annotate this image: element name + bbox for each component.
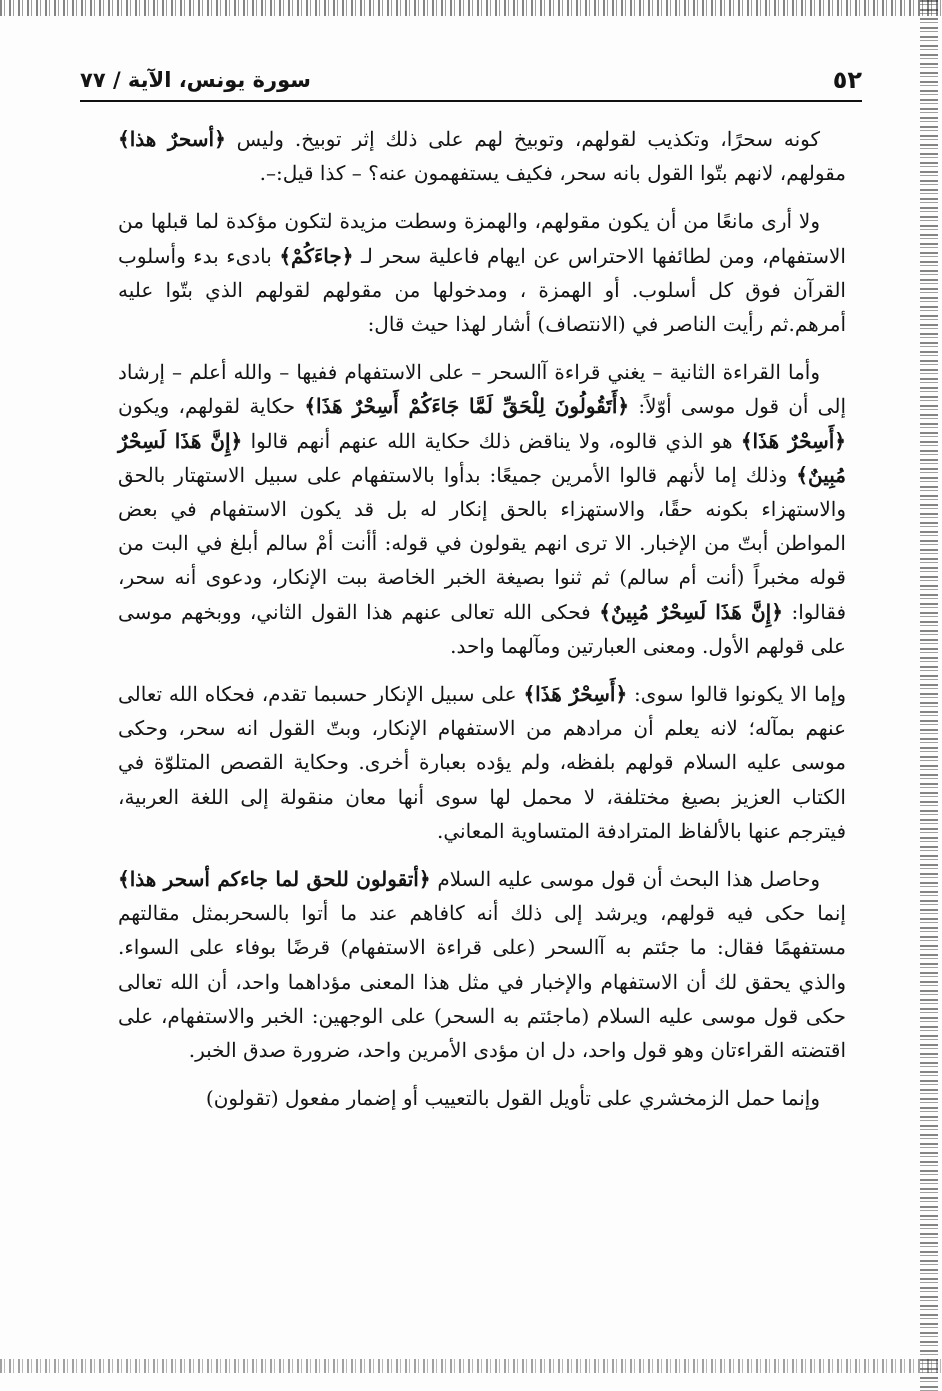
text-segment: وحاصل هذا البحث أن قول موسى عليه السلام bbox=[430, 867, 821, 892]
text-segment: وإما الا يكونوا قالوا سوى: bbox=[627, 682, 846, 707]
quran-quote: ﴿جاءَكُمْ﴾ bbox=[279, 243, 354, 268]
paragraph bbox=[118, 122, 846, 190]
text-segment: هو الذي قالوه، ولا يناقض ذلك حكاية الله عنهم أنهم قالوا bbox=[242, 428, 741, 453]
top-ornamental-border bbox=[0, 0, 942, 16]
quran-quote: ﴿أَسِحْرٌ هَذَا﴾ bbox=[740, 428, 847, 453]
text-segment: وأما القراءة الثانية – يغني قراءة آالسحر – على الاستفهام ففيها – والله أعلم – إرشاد إلى أن قول موسى أوّلاً: bbox=[118, 360, 847, 419]
right-ornamental-border bbox=[920, 0, 938, 1391]
text-segment: مقولهم، لانهم بتّوا القول بانه سحر، فكيف يستفهمون عنه؟ – كذا قيل:–. bbox=[259, 161, 846, 186]
text-segment: ولا أرى مانعًا من أن يكون مقولهم، والهمزة وسطت مزيدة لتكون مؤكدة لما قبلها من الاستفهام، ومن لطائفها الاحتراس عن ايهام فاعلية سحر لـ bbox=[118, 209, 846, 268]
body-text bbox=[118, 122, 846, 1129]
text-segment: حكاية لقولهم، ويكون bbox=[118, 394, 305, 419]
paragraph bbox=[118, 677, 846, 848]
quran-quote: ﴿أَتَقُولُونَ لِلْحَقِّ لَمَّا جَاءَكُمْ أَسِحْرٌ هَذَا﴾ bbox=[304, 394, 630, 419]
page-header bbox=[80, 60, 862, 102]
text-segment: وإنما حمل الزمخشري على تأويل القول بالتعييب أو إضمار مفعول (تقولون) bbox=[205, 1086, 820, 1111]
text-segment: وذلك إما لأنهم قالوا الأمرين جميعًا: بدأوا بالاستفهام على سبيل الاستهتار بالحق والاستهزاء بكونه حقًا، والاستهزاء بالحق إنكار له بل قد يكون الاستفهام في بعض المواطن أبتّ من الإخبار. الا ترى انهم يقولون في قوله: أأنت أمْ سالم أبلغ في البت من قوله مخبراً (أنت أم سالم) ثم ثنوا بصيغة الخبر الخاصة ببت الإنكار، ودعوى أنه سحر، فقالوا: bbox=[118, 462, 847, 624]
text-segment: إنما حكى فيه قولهم، ويرشد إلى ذلك أنه كافاهم عند ما أتوا بالسحربمثل مقالتهم مستفهمًا فقال: ما جئتم به آالسحر (على قراءة الاستفهام) قرضًا بوفاء على السواء. والذي يحقق لك أن الاستفهام والإخبار في مثل هذا المعنى مؤداهما واحد، أن الله تعالى حكى قول موسى عليه السلام (ماجئتم به السحر) على الوجهين: الخبر والاستفهام، على اقتضته القراءتان وهو قول واحد، دل ان مؤدى الأمرين واحد، ضرورة صدق الخبر. bbox=[118, 901, 846, 1063]
text-segment: فحكى الله تعالى عنهم هذا القول الثاني، ووبخهم موسى على قولهم الأول. ومعنى العبارتين ومآلهما واحد. bbox=[118, 599, 846, 658]
paragraph bbox=[118, 355, 846, 663]
quran-quote: ﴿أسحرٌ هذا﴾ bbox=[118, 127, 226, 151]
paragraph bbox=[118, 204, 846, 341]
quran-quote: ﴿إِنَّ هَذَا لَسِحْرٌ مُبِينٌ﴾ bbox=[118, 428, 846, 487]
quran-quote: ﴿أَسِحْرٌ هَذَا﴾ bbox=[523, 682, 628, 707]
quran-quote: ﴿أتقولون للحق لما جاءكم أسحر هذا﴾ bbox=[118, 867, 431, 892]
text-segment: على سبيل الإنكار حسبما تقدم، فحكاه الله تعالى عنهم بمآله؛ لانه يعلم أن مرادهم من الاستفهام الإنكار، وبتّ القول انه سحر، وحكى موسى عليه السلام قولهم بلفظه، ولم يؤده بعبارة أخرى. وحكاية القصص المتلوّة في الكتاب العزيز بصيغ مختلفة، لا محمل لها سوى أنها معان منقولة إلى اللغة العربية، فيترجم عنها بالألفاظ المترادفة المتساوية المعاني. bbox=[118, 682, 846, 843]
text-segment: بادىء بدء وأسلوب القرآن فوق كل أسلوب. أو الهمزة ، ومدخولها من مقولهم لقولهم الذي بتّوا عليه أمرهم.ثم رأيت الناصر في (الانتصاف) أشار لهذا حيث قال: bbox=[118, 243, 846, 337]
text-segment: كونه سحرًا، وتكذيب لقولهم، وتوبيخ لهم على ذلك إثر توبيخ. وليس bbox=[225, 127, 820, 151]
paragraph bbox=[118, 1081, 846, 1115]
paragraph bbox=[118, 862, 846, 1067]
page-number: ٥٢ bbox=[832, 66, 862, 94]
bottom-ornamental-border bbox=[0, 1359, 942, 1373]
running-head: سورة يونس، الآية / ٧٧ bbox=[80, 68, 311, 92]
quran-quote: ﴿إِنَّ هَذَا لَسِحْرٌ مُبِينٌ﴾ bbox=[599, 599, 783, 624]
